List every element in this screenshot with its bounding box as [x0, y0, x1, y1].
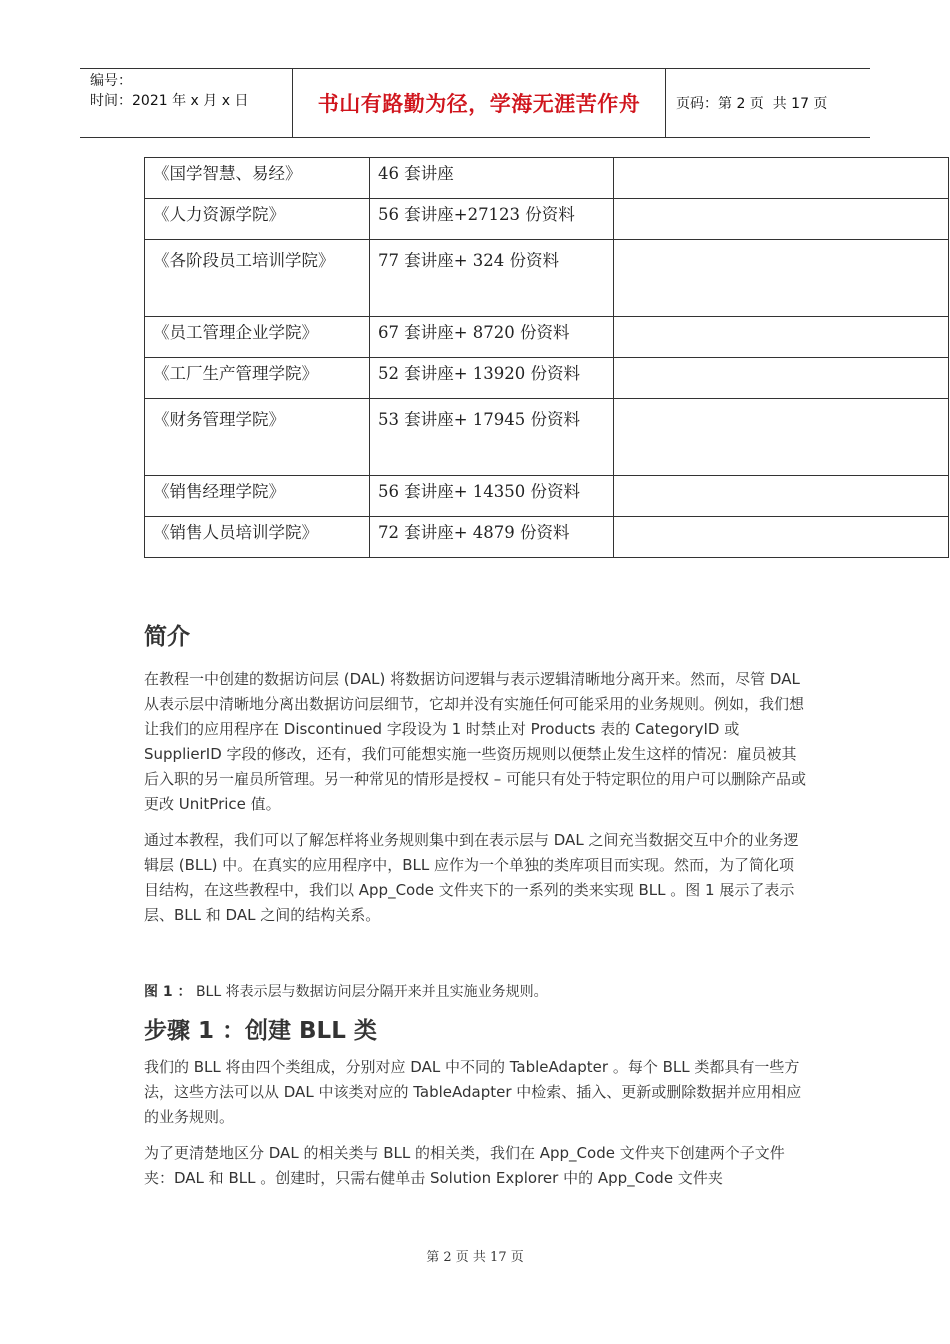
course-catalog-table — [144, 157, 949, 558]
course-note-cell — [614, 358, 949, 399]
page-header — [80, 68, 870, 138]
step1-heading: 步骤 1 ：创建 BLL 类 — [144, 1018, 377, 1044]
document-number: 编号： — [90, 73, 132, 89]
course-content-cell: 46 套讲座 — [370, 158, 614, 199]
header-page-info — [666, 69, 870, 137]
intro-paragraph-2: 通过本教程，我们可以了解怎样将业务规则集中到在表示层与 DAL 之间充当数据交互中介的业务逻辑层 (BLL) 中。在真实的应用程序中，BLL 应作为一个单独的类库项目而实现。然而，为了简化项目结构，在这些教程中，我们以 App_Code 文件夹下的一系列的类来实现 BLL 。图 1 展示了表示层、BLL 和 DAL 之间的结构关系。 — [144, 831, 799, 924]
course-note-cell — [614, 199, 949, 240]
course-name-cell: 《国学智慧、易经》 — [145, 158, 370, 199]
document-date: 时间：2021 年 x 月 x 日 — [90, 93, 249, 109]
page-footer: 第 2 页 共 17 页 — [426, 1250, 524, 1265]
intro-paragraph-1: 在教程一中创建的数据访问层 (DAL) 将数据访问逻辑与表示逻辑清晰地分离开来。然而，尽管 DAL 从表示层中清晰地分离出数据访问层细节，它却并没有实施任何可能采用的业务规则。例如，我们想让我们的应用程序在 Discontinued 字段设为 1 时禁止对 Products 表的 CategoryID 或 SupplierID 字段的修改，还有，我们可能想实施一些资历规则以便禁止发生这样的情况：雇员被其后入职的另一雇员所管理。另一种常见的情形是授权 – 可能只有处于特定职位的用户可以删除产品或更改 UnitPrice 值。 — [144, 670, 807, 813]
course-note-cell — [614, 158, 949, 199]
course-name-cell: 《人力资源学院》 — [145, 199, 370, 240]
course-note-cell — [614, 317, 949, 358]
course-content-cell: 56 套讲座+27123 份资料 — [370, 199, 614, 240]
intro-heading: 简介 — [144, 624, 190, 650]
step1-paragraph-2: 为了更清楚地区分 DAL 的相关类与 BLL 的相关类，我们在 App_Code 文件夹下创建两个子文件夹：DAL 和 BLL 。创建时，只需右健单击 Solution Explorer 中的 App_Code 文件夹 — [144, 1144, 785, 1187]
document-body — [144, 615, 809, 1202]
table-row — [145, 358, 949, 399]
course-content-cell: 77 套讲座+ 324 份资料 — [370, 240, 614, 317]
course-name-cell: 《各阶段员工培训学院》 — [145, 240, 370, 317]
table-row — [145, 517, 949, 558]
figure-label: 图 1 ： — [144, 984, 192, 1000]
page-info-text: 页码：第 2 页 共 17 页 — [676, 96, 828, 112]
table-row — [145, 199, 949, 240]
table-row — [145, 317, 949, 358]
course-note-cell — [614, 399, 949, 476]
table-row — [145, 476, 949, 517]
course-content-cell: 56 套讲座+ 14350 份资料 — [370, 476, 614, 517]
table-row — [145, 240, 949, 317]
course-name-cell: 《财务管理学院》 — [145, 399, 370, 476]
course-name-cell: 《员工管理企业学院》 — [145, 317, 370, 358]
course-content-cell: 52 套讲座+ 13920 份资料 — [370, 358, 614, 399]
course-name-cell: 《销售人员培训学院》 — [145, 517, 370, 558]
course-name-cell: 《工厂生产管理学院》 — [145, 358, 370, 399]
table-row — [145, 399, 949, 476]
figure-caption — [144, 980, 809, 1005]
course-note-cell — [614, 240, 949, 317]
table-row — [145, 158, 949, 199]
header-motto: 书山有路勤为径，学海无涯苦作舟 — [293, 69, 666, 137]
course-content-cell: 72 套讲座+ 4879 份资料 — [370, 517, 614, 558]
course-content-cell: 53 套讲座+ 17945 份资料 — [370, 399, 614, 476]
course-note-cell — [614, 517, 949, 558]
course-note-cell — [614, 476, 949, 517]
course-name-cell: 《销售经理学院》 — [145, 476, 370, 517]
step1-paragraph-1: 我们的 BLL 将由四个类组成，分别对应 DAL 中不同的 TableAdapter 。每个 BLL 类都具有一些方法，这些方法可以从 DAL 中该类对应的 TableAdapter 中检索、插入、更新或删除数据并应用相应的业务规则。 — [144, 1058, 802, 1126]
figure-caption-text: BLL 将表示层与数据访问层分隔开来并且实施业务规则。 — [191, 984, 548, 1000]
header-meta — [80, 69, 293, 137]
course-content-cell: 67 套讲座+ 8720 份资料 — [370, 317, 614, 358]
